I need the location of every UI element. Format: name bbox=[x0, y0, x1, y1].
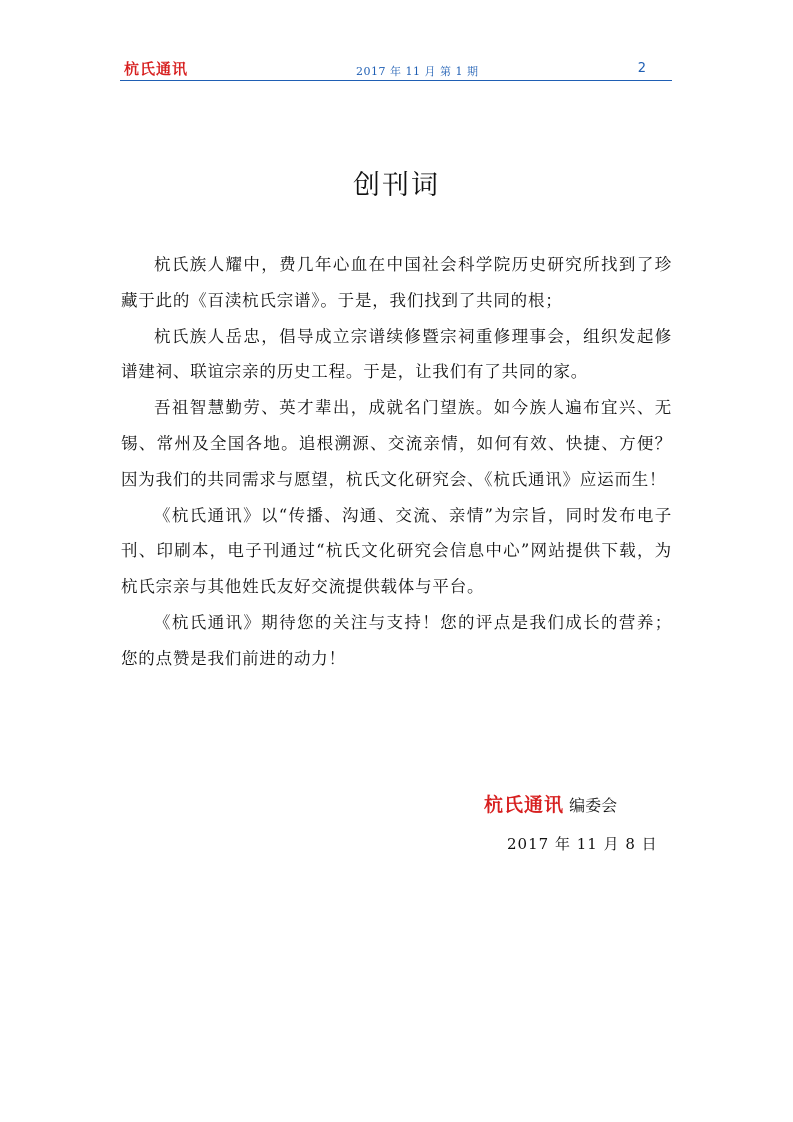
page-number: 2 bbox=[637, 61, 646, 76]
page-header bbox=[120, 58, 672, 81]
signature-brand-logo: 杭氏通讯 bbox=[484, 794, 565, 816]
page-title: 创刊词 bbox=[353, 170, 440, 201]
article-body bbox=[121, 247, 672, 677]
paragraph: 杭氏族人岳忠，倡导成立宗谱续修暨宗祠重修理事会，组织发起修谱建祠、联谊宗亲的历史工程。于是，让我们有了共同的家。 bbox=[121, 326, 672, 382]
paragraph: 杭氏族人耀中，费几年心血在中国社会科学院历史研究所找到了珍藏于此的《百渎杭氏宗谱》。于是，我们找到了共同的根； bbox=[121, 255, 672, 310]
signature bbox=[484, 790, 617, 817]
header-brand-logo: 杭氏通讯 bbox=[124, 60, 189, 78]
paragraph: 《杭氏通讯》以“传播、沟通、交流、亲情”为宗旨，同时发布电子刊、印刷本，电子刊通过“杭氏文化研究会信息中心”网站提供下载，为杭氏宗亲与其他姓氏友好交流提供载体与平台。 bbox=[121, 505, 672, 597]
paragraph: 吾祖智慧勤劳、英才辈出，成就名门望族。如今族人遍布宜兴、无锡、常州及全国各地。追根溯源、交流亲情，如何有效、快捷、方便？因为我们的共同需求与愿望，杭氏文化研究会、《杭氏通讯》应运而生！ bbox=[121, 398, 672, 489]
issue-label: 2017 年 11 月 第 1 期 bbox=[356, 65, 479, 78]
signature-date: 2017 年 11 月 8 日 bbox=[507, 835, 658, 853]
paragraph: 《杭氏通讯》期待您的关注与支持！您的评点是我们成长的营养；您的点赞是我们前进的动力！ bbox=[121, 612, 672, 668]
signature-suffix: 编委会 bbox=[569, 796, 618, 815]
